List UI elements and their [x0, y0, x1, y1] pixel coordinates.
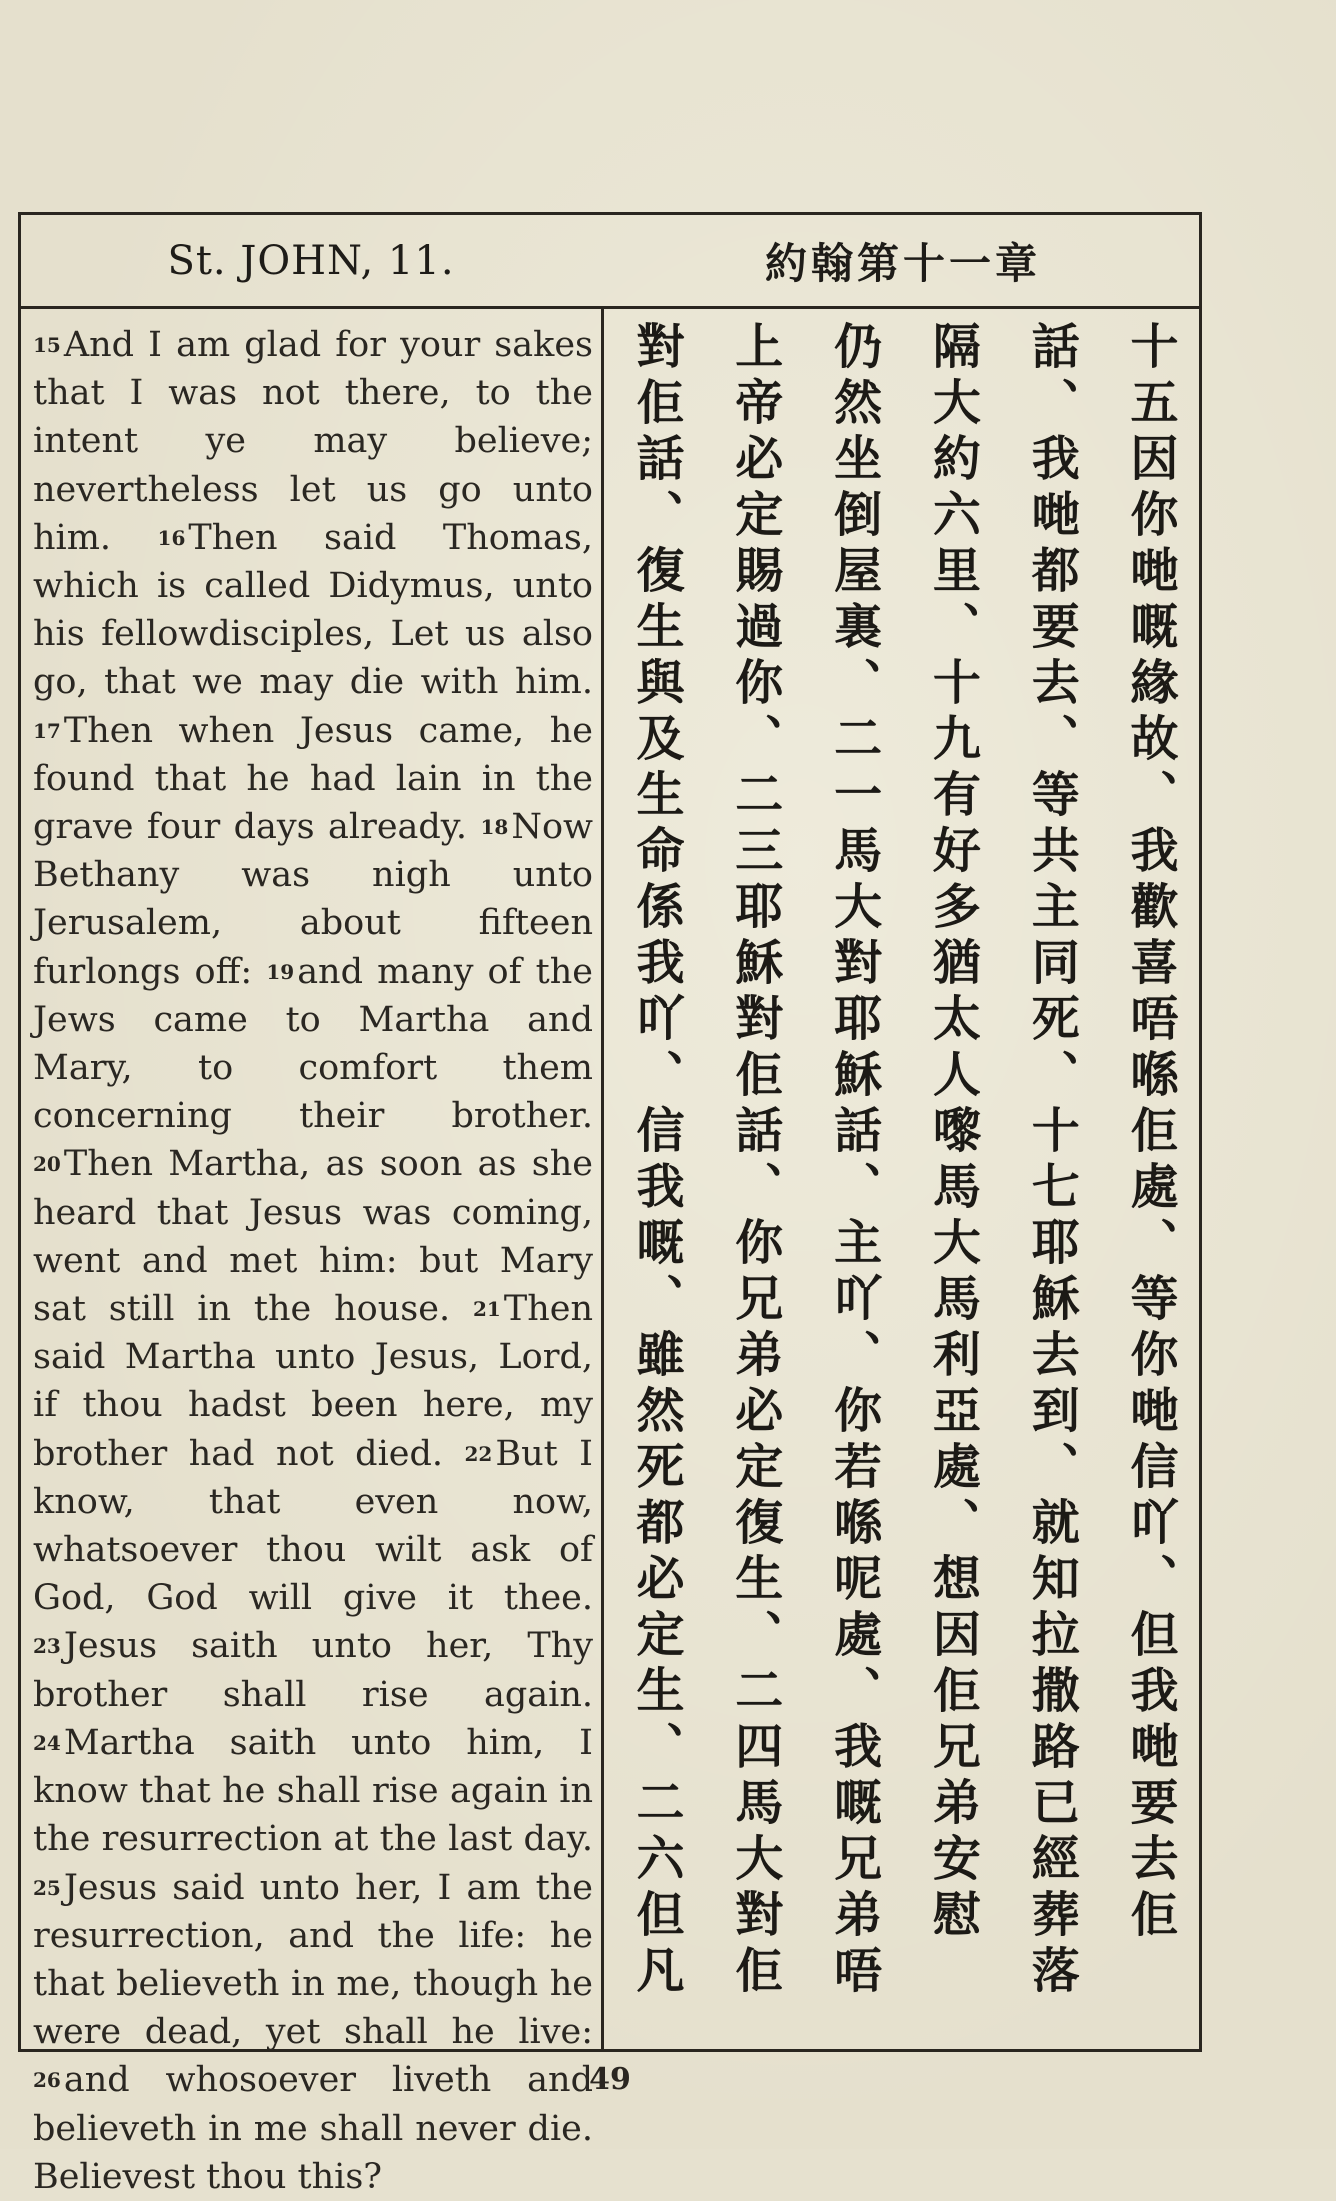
english-title: St. JOHN, 11. — [167, 237, 455, 284]
verse-text: Jesus saith unto her, Thy brother shall rise again. — [33, 1626, 593, 1715]
running-header — [21, 215, 1199, 309]
verse-text: But I know, that even now, whatsoever thou wilt ask of God, God will give it thee. — [33, 1433, 593, 1619]
verse-number: 25 — [33, 1875, 61, 1900]
verse-text: Jesus said unto her, I am the resurrection, and the life: he that believeth in me, though he were dead, yet shall he live: — [33, 1867, 593, 2053]
english-paragraph — [33, 321, 593, 2201]
verse-number: 26 — [33, 2068, 61, 2093]
english-text — [33, 321, 593, 2197]
verse-text: and whosoever liveth and believeth in me shall never die. Believest thou this? — [33, 2060, 593, 2197]
verse-text: Then said Thomas, which is called Didymus, unto his fellowdisciples, Let us also go, that we may die with him. — [33, 517, 593, 703]
chinese-title: 約翰第十一章 — [764, 238, 1041, 288]
chinese-column: 話、我哋都要去、等共主同死、十七耶穌去到、就知拉撒路已經葬落 — [1023, 321, 1080, 2001]
verse-text: and many of the Jews came to Martha and Mary, to comfort them concerning their brother. — [33, 951, 593, 1137]
verse-text: Then Martha, as soon as she heard that Jesus was coming, went and met him: but Mary sat still in the house. — [33, 1144, 593, 1330]
verse-number: 21 — [473, 1297, 501, 1322]
verse-number: 16 — [157, 525, 186, 550]
chinese-text — [613, 321, 1193, 2041]
chinese-column: 十五因你哋嘅緣故、我歡喜唔喺佢處、等你哋信吖、但我哋要去佢 — [1121, 321, 1178, 1945]
chinese-column: 對佢話、復生與及生命係我吖、信我嘅、雖然死都必定生、二六但凡 — [628, 321, 684, 2001]
verse-number: 19 — [266, 959, 295, 984]
verse-number: 17 — [33, 718, 61, 743]
verse-text: Now Bethany was nigh unto Jerusalem, about fifteen furlongs off: — [33, 807, 593, 992]
verse-number: 18 — [480, 815, 509, 840]
chinese-column: 隔大約六里、十九有好多猶太人嚟馬大馬利亞處、想因佢兄弟安慰 — [924, 321, 981, 1945]
column-divider — [601, 309, 604, 2049]
verse-text: Then said Martha unto Jesus, Lord, if thou hadst been here, my brother had not died. — [33, 1289, 593, 1474]
verse-text: Then when Jesus came, he found that he had lain in the grave four days already. — [33, 710, 593, 848]
verse-text: And I am glad for your sakes that I was not there, to the intent ye may believe; nevertheless let us go unto him. — [33, 325, 593, 558]
chinese-column: 仍然坐倒屋裏、二一馬大對耶穌話、主吖、你若喺呢處、我嘅兄弟唔 — [825, 321, 882, 2001]
chinese-column: 上帝必定賜過你、二三耶穌對佢話、你兄弟必定復生、二四馬大對佢 — [726, 321, 783, 2001]
verse-number: 23 — [33, 1634, 61, 1659]
verse-text: Martha saith unto him, I know that he shall rise again in the resurrection at the last day. — [33, 1722, 593, 1860]
verse-number: 20 — [33, 1152, 61, 1177]
page-number: 49 — [589, 2062, 631, 2097]
verse-number: 22 — [464, 1441, 493, 1466]
verse-number: 24 — [33, 1730, 61, 1755]
verse-number: 15 — [33, 333, 61, 357]
